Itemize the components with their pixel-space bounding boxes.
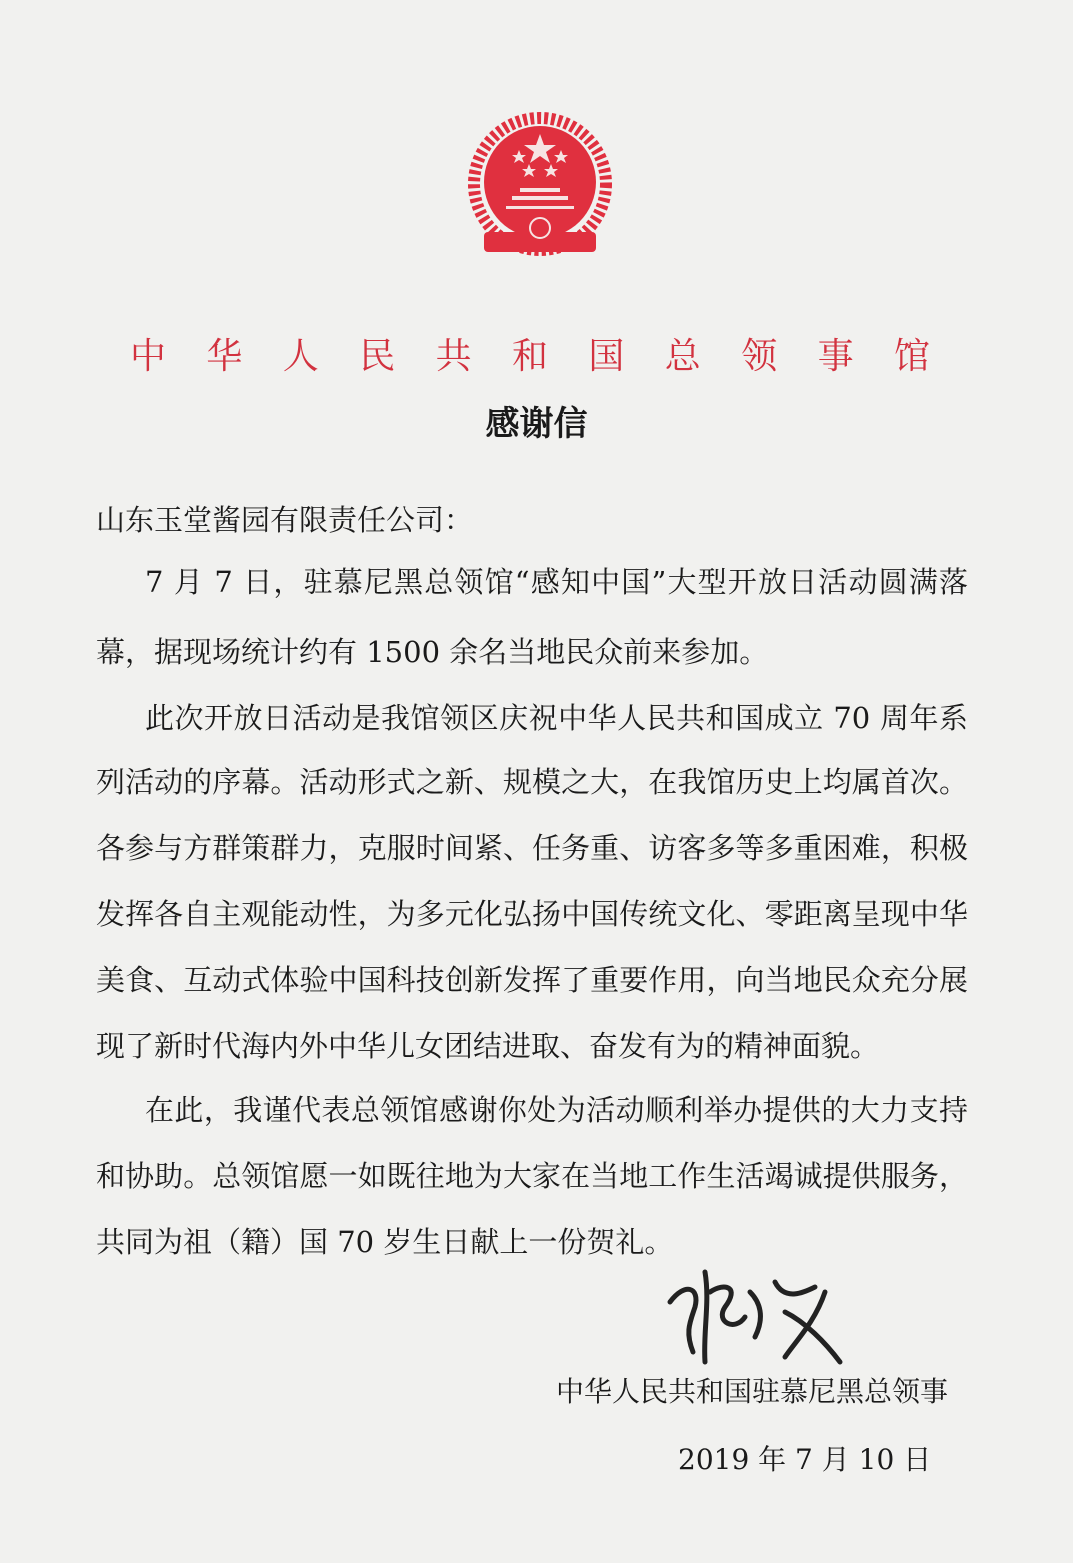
body-line: 在此，我谨代表总领馆感谢你处为活动顺利举办提供的大力支持 [145,1093,968,1127]
body-line: 各参与方群策群力，克服时间紧、任务重、访客多等多重困难，积极 [96,831,968,865]
national-emblem-icon [462,112,618,262]
body-line: 7 月 7 日，驻慕尼黑总领馆“感知中国”大型开放日活动圆满落 [145,565,968,599]
body-line: 幕，据现场统计约有 1500 余名当地民众前来参加。 [96,635,769,669]
letter-date: 2019 年 7 月 10 日 [678,1443,932,1476]
body-line: 和协助。总领馆愿一如既往地为大家在当地工作生活竭诚提供服务， [96,1159,968,1193]
body-line: 列活动的序幕。活动形式之新、规模之大，在我馆历史上均属首次。 [96,765,968,799]
letter-title: 感谢信 [485,404,588,444]
body-line: 共同为祖（籍）国 70 岁生日献上一份贺礼。 [96,1225,674,1259]
signer-title: 中华人民共和国驻慕尼黑总领事 [556,1375,949,1408]
body-line: 现了新时代海内外中华儿女团结进取、奋发有为的精神面貌。 [96,1029,880,1063]
salutation: 山东玉堂酱园有限责任公司： [96,503,474,537]
consulate-header: 中华人民共和国总领事馆 [130,336,930,377]
body-line: 发挥各自主观能动性，为多元化弘扬中国传统文化、零距离呈现中华 [96,897,968,931]
body-line: 此次开放日活动是我馆领区庆祝中华人民共和国成立 70 周年系 [145,701,968,735]
signature [665,1262,855,1372]
body-line: 美食、互动式体验中国科技创新发挥了重要作用，向当地民众充分展 [96,963,968,997]
